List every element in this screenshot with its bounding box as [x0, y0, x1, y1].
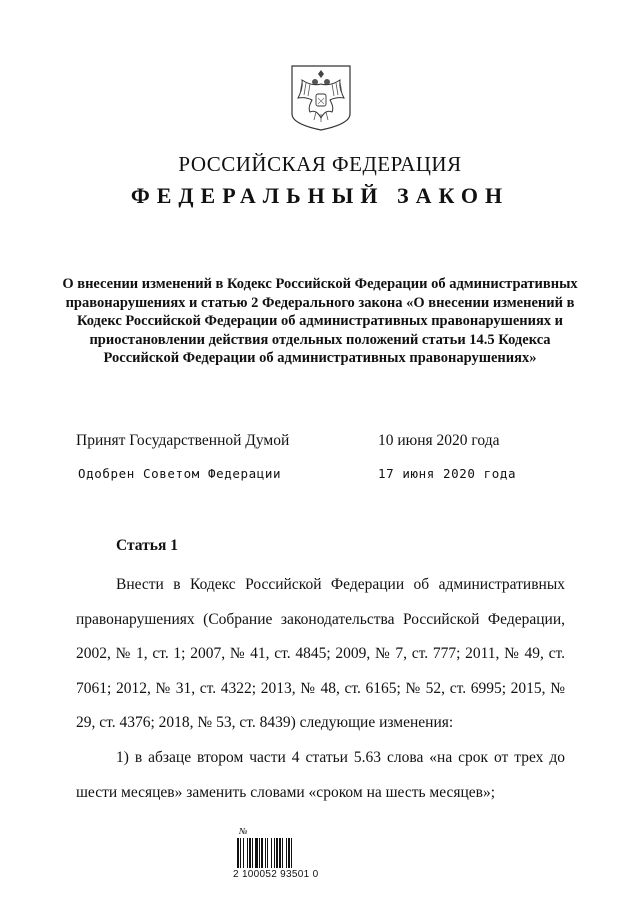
council-date: 17 июня 2020 года — [378, 466, 517, 481]
barcode-block — [233, 826, 319, 886]
document-type: ФЕДЕРАЛЬНЫЙ ЗАКОН — [130, 183, 510, 208]
barcode-mark: № — [239, 826, 248, 836]
council-label: Одобрен Советом Федерации — [78, 466, 282, 481]
article-intro — [76, 568, 565, 741]
duma-label: Принят Государственной Думой — [76, 432, 290, 449]
article-intro-text: Внести в Кодекс Российской Федерации об административных правонарушениях (Собрание законодательства Российской Федерации, 2002, № 1, ст. 1; 2007, № 41, ст. 4845; 2009, № 7, ст. 777; 2011, № 49, ст. 7061; 2012, № 31, ст. 4322; 2013, № 48, ст. 6165; № 52, ст. 6995; 2015, № 29, ст. 4376; 2018, № 53, ст. 8439) следующие изменения: — [76, 576, 565, 732]
law-title: О внесении изменений в Кодекс Российской Федерации об административных правонарушениях и статью 2 Федерального закона «О внесении изменений в Кодекс Российской Федерации об административных правонарушениях и приостановлении действия отдельных положений статьи 14.5 Кодекса Российской Федерации об административных правонарушениях» — [62, 276, 578, 367]
barcode-number: 2 100052 93501 0 — [233, 869, 319, 880]
country-name: РОССИЙСКАЯ ФЕДЕРАЦИЯ — [178, 152, 462, 176]
barcode-icon — [237, 838, 315, 868]
article-heading: Статья 1 — [116, 537, 178, 554]
article-item-1: 1) в абзаце втором части 4 статьи 5.63 слова «на срок от трех до шести месяцев» заменить словами «сроком на шесть месяцев»; — [76, 749, 565, 801]
duma-date: 10 июня 2020 года — [378, 432, 500, 449]
russian-coat-of-arms-icon — [288, 64, 354, 132]
